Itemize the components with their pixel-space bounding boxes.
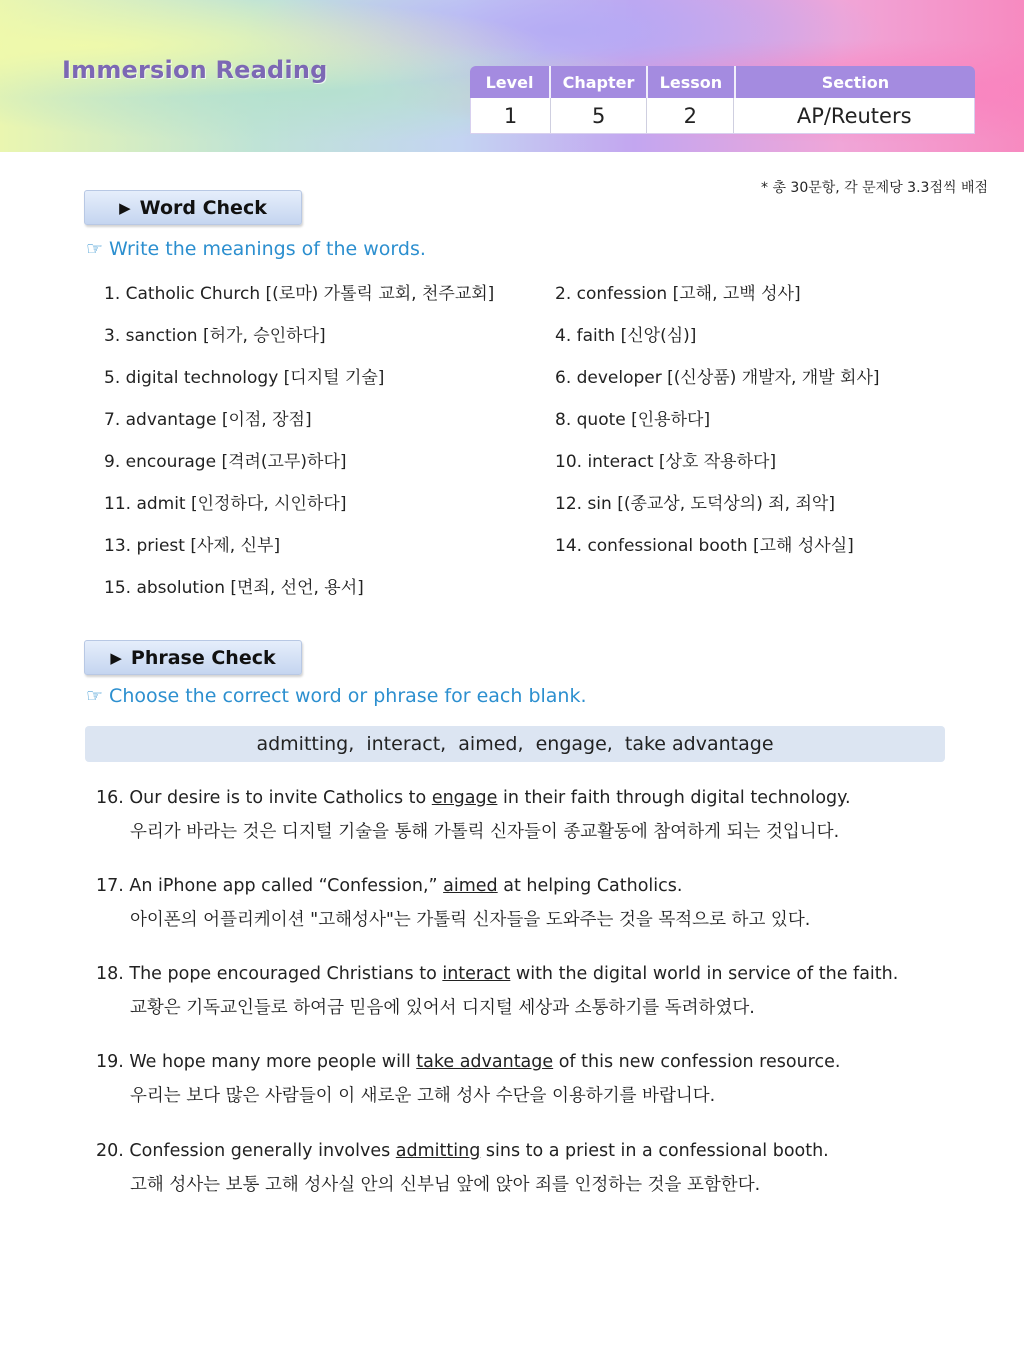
sentence-item bbox=[96, 1141, 996, 1196]
word-item: 12. sin [(종교상, 도덕상의) 죄, 죄악] bbox=[555, 494, 835, 514]
header-lesson: Lesson bbox=[646, 66, 734, 98]
sentence-korean: 우리는 보다 많은 사람들이 이 새로운 고해 성사 수단을 이용하기를 바랍니다. bbox=[130, 1086, 716, 1106]
answer-blank: interact bbox=[442, 964, 511, 984]
sentence-item bbox=[96, 876, 996, 931]
phrase-check-label-text: Phrase Check bbox=[130, 646, 276, 669]
sentence-english: 18. The pope encouraged Christians to interact with the digital world in service of the faith. bbox=[96, 964, 899, 984]
sentence-korean: 아이폰의 어플리케이션 "고해성사"는 가톨릭 신자들을 도와주는 것을 목적으로 하고 있다. bbox=[130, 910, 811, 930]
sentence-korean: 고해 성사는 보통 고해 성사실 안의 신부님 앞에 앉아 죄를 인정하는 것을 포함한다. bbox=[130, 1175, 761, 1195]
header-chapter: Chapter bbox=[549, 66, 646, 98]
word-item: 3. sanction [허가, 승인하다] bbox=[104, 326, 326, 346]
header-section: Section bbox=[734, 66, 975, 98]
sentence-english: 20. Confession generally involves admitting sins to a priest in a confessional booth. bbox=[96, 1141, 829, 1161]
value-level: 1 bbox=[503, 103, 518, 128]
sentence-korean: 우리가 바라는 것은 디지털 기술을 통해 가톨릭 신자들이 종교활동에 참여하게 되는 것입니다. bbox=[130, 822, 840, 842]
word-item: 11. admit [인정하다, 시인하다] bbox=[104, 494, 347, 514]
word-item: 13. priest [사제, 신부] bbox=[104, 536, 281, 556]
lesson-info-value-row bbox=[470, 98, 975, 134]
sentence-english: 19. We hope many more people will take advantage of this new confession resource. bbox=[96, 1052, 841, 1072]
lesson-info-table bbox=[470, 66, 975, 134]
phrase-check-label bbox=[84, 640, 302, 675]
pointing-hand-icon: ☞ bbox=[86, 238, 104, 260]
answer-blank: aimed bbox=[443, 876, 498, 896]
lesson-info-header-row bbox=[470, 66, 975, 98]
value-lesson: 2 bbox=[646, 98, 733, 133]
word-item: 10. interact [상호 작용하다] bbox=[555, 452, 777, 472]
word-bank: admitting, interact, aimed, engage, take advantage bbox=[85, 726, 945, 762]
word-item: 2. confession [고해, 고백 성사] bbox=[555, 284, 801, 304]
word-item: 8. quote [인용하다] bbox=[555, 410, 711, 430]
word-item: 4. faith [신앙(심)] bbox=[555, 326, 697, 346]
play-triangle-icon: ▶ bbox=[110, 648, 122, 667]
sentence-item bbox=[96, 788, 996, 843]
sentence-english: 16. Our desire is to invite Catholics to engage in their faith through digital technology. bbox=[96, 788, 851, 808]
word-check-label bbox=[84, 190, 302, 225]
sentence-korean: 교황은 기독교인들로 하여금 믿음에 있어서 디지털 세상과 소통하기를 독려하였다. bbox=[130, 998, 755, 1018]
answer-blank: take advantage bbox=[416, 1052, 554, 1072]
play-triangle-icon: ▶ bbox=[119, 198, 131, 217]
word-item: 6. developer [(신상품) 개발자, 개발 회사] bbox=[555, 368, 880, 388]
pointing-hand-icon: ☞ bbox=[86, 685, 104, 707]
word-check-label-text: Word Check bbox=[139, 196, 267, 219]
answer-blank: admitting bbox=[395, 1141, 481, 1161]
word-item: 14. confessional booth [고해 성사실] bbox=[555, 536, 854, 556]
page-title: Immersion Reading bbox=[62, 56, 328, 84]
sentence-item bbox=[96, 1052, 996, 1107]
value-chapter: 5 bbox=[550, 98, 646, 133]
word-check-instruction bbox=[86, 238, 426, 260]
word-item: 7. advantage [이점, 장점] bbox=[104, 410, 312, 430]
sentence-english: 17. An iPhone app called “Confession,” aimed at helping Catholics. bbox=[96, 876, 683, 896]
header-level: Level bbox=[485, 72, 534, 92]
sentence-item bbox=[96, 964, 996, 1019]
word-item: 1. Catholic Church [(로마) 가톨릭 교회, 천주교회] bbox=[104, 284, 495, 304]
word-item: 9. encourage [격려(고무)하다] bbox=[104, 452, 347, 472]
word-check-instruction-text: Write the meanings of the words. bbox=[109, 238, 426, 260]
value-section: AP/Reuters bbox=[733, 98, 974, 133]
answer-blank: engage bbox=[431, 788, 498, 808]
phrase-check-instruction-text: Choose the correct word or phrase for each blank. bbox=[109, 685, 587, 707]
scoring-note: * 총 30문항, 각 문제당 3.3점씩 배점 bbox=[761, 180, 988, 196]
word-item: 5. digital technology [디지털 기술] bbox=[104, 368, 385, 388]
word-item: 15. absolution [면죄, 선언, 용서] bbox=[104, 578, 364, 598]
phrase-check-instruction bbox=[86, 685, 587, 707]
header-banner bbox=[0, 0, 1024, 152]
